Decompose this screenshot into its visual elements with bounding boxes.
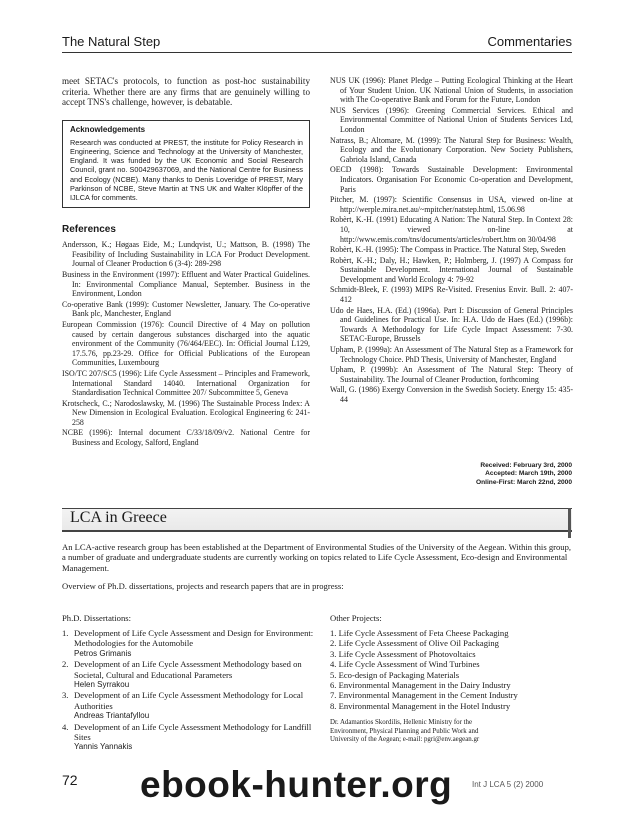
reference-entry: NCBE (1996): Internal document C/33/18/09/v2. National Centre for Business and Ecology, Salford, England — [62, 428, 310, 448]
phd-item-title — [62, 628, 320, 649]
contact-line: Dr. Adamantios Skordilis, Hellenic Ministry for the — [330, 719, 473, 727]
other-project-item: 4. Life Cycle Assessment of Wind Turbines — [330, 659, 480, 670]
accepted-date: Accepted: March 19th, 2000 — [485, 470, 572, 478]
phd-item-number: 3. — [62, 690, 69, 701]
other-projects-block — [330, 613, 575, 744]
other-project-item: 6. Environmental Management in the Dairy Industry — [330, 680, 511, 691]
other-project-item: 7. Environmental Management in the Cement Industry — [330, 690, 518, 701]
acknowledgements-box — [62, 120, 310, 208]
phd-heading: Ph.D. Dissertations: — [62, 613, 131, 623]
references-list-left — [62, 240, 310, 447]
received-date: Received: February 3rd, 2000 — [480, 462, 572, 469]
greece-intro: An LCA-active research group has been established at the Department of Environmental Studies of the University of the Aegean. Within this group, a number of graduate and undergraduate students are currently working on topics related to Life Cycle Assessment, Eco-design and Environmental Management. — [62, 542, 572, 573]
references-heading: References — [62, 224, 116, 236]
phd-item-text: Development of Life Cycle Assessment and Design for Environment: Methodologies for the Automobile — [74, 628, 314, 649]
phd-item-author: Yannis Yannakis — [74, 742, 133, 752]
phd-item — [62, 628, 320, 658]
reference-entry: Andersson, K.; Høgaas Eide, M.; Lundqvist, U.; Mattson, B. (1998) The Feasibility of Including Sustainability in LCA For Product Development. Journal of Cleaner Production 6 (3-4): 289-298 — [62, 240, 310, 269]
running-header-left: The Natural Step — [62, 34, 161, 49]
phd-item-author: Andreas Triantafyllou — [74, 711, 150, 721]
phd-item-text: Development of an Life Cycle Assessment Methodology for Local Authorities — [74, 690, 304, 711]
reference-entry: Udo de Haes, H.A. (Ed.) (1996a). Part I: Discussion of General Principles and Guidelines for Practical Use. In: H.A. Udo de Haes (Ed.) (1996b): Towards A Methodology for Life Cycle Impact Assessment: 7-30. SETAC-Europe, Brussels — [330, 305, 573, 344]
reference-entry: Natrass, B.; Altomare, M. (1999): The Natural Step for Business: Wealth, Ecology and the Evolutionary Corporation. New Society Publishers, Gabriola Island, Canada — [330, 135, 573, 164]
other-project-item: 1. Life Cycle Assessment of Feta Cheese Packaging — [330, 628, 509, 638]
reference-entry: NUS Services (1996): Greening Commercial Services. Ethical and Environmental Committee of National Union of Students Services Ltd, London — [330, 105, 573, 134]
other-project-item: 5. Eco-design of Packaging Materials — [330, 669, 460, 680]
reference-entry: Robèrt, K.-H. (1995): The Compass in Practice. The Natural Step, Sweden — [330, 245, 566, 255]
acknowledgements-text: Research was conducted at PREST, the institute for Policy Research in Engineering, Science and Technology at the University of Manchester, England. It was funded by the UK Economic and Social Research Council, grant no. S00429637069, and the National Centre for Business and Ecology (NCBE). Many thanks to Denis Loveridge of PREST, Mary Parkinson of NCBE, Steve Martin at TNS UK and Walter Klöpffer of the IJLCA for comments. — [70, 137, 303, 202]
received-dates — [476, 462, 572, 487]
reference-entry: Co-operative Bank (1999): Customer Newsletter, January. The Co-operative Bank plc, Manchester, England — [62, 299, 310, 319]
acknowledgements-title: Acknowledgements — [70, 124, 146, 134]
phd-item-title — [62, 659, 320, 680]
phd-item-number: 4. — [62, 721, 69, 732]
phd-item — [62, 722, 320, 752]
reference-entry: Business in the Environment (1997): Effluent and Water Practical Guidelines. In: Environmental Compliance Manual, September. Business in the Environment, London — [62, 269, 310, 299]
reference-entry: Robèrt, K.-H. (1991) Educating A Nation: The Natural Step. In Context 28: 10, viewed on-line at http://www.emis.com/tns/documents/articles/robert.htm on 30/04/98 — [330, 215, 573, 244]
greece-overview: Overview of Ph.D. dissertations, projects and research papers that are in progress: — [62, 581, 344, 591]
references-list-right — [330, 76, 573, 405]
intro-paragraph: meet SETAC's protocols, to function as post-hoc sustainability criteria. Whether there are any firms that are genuinely willing to accept TNS's challenge, however, is debatable. — [62, 76, 310, 108]
reference-entry: Upham, P. (1999a): An Assessment of The Natural Step as a Framework for Technology Choice. PhD Thesis, University of Manchester, England — [330, 345, 573, 364]
reference-entry: Krotscheck, C.; Narodoslawsky, M. (1996) The Sustainable Process Index: A New Dimension in Ecological Evaluation. Ecological Engineering 6: 241-258 — [62, 398, 310, 427]
reference-entry: Upham, P. (1999b): An Assessment of The Natural Step: Theory of Sustainability. The Journal of Cleaner Production, forthcoming — [330, 365, 573, 384]
reference-entry: European Commission (1976): Council Directive of 4 May on pollution caused by certain dangerous substances discharged into the aquatic environment of the Community (76/464/EEC). In: Official Journal L129, 17.5.76, pp.23-29. Office for Official Publications of the European Communities, Luxembourg — [62, 319, 310, 368]
reference-entry: OECD (1998): Towards Sustainable Development: Environmental Indicators. Organisation For Economic Co-operation and Development, Paris — [330, 165, 573, 194]
right-column — [330, 76, 573, 406]
contact-line: Environment, Physical Planning and Public Work and — [330, 727, 479, 735]
contact-info — [330, 719, 575, 744]
online-first-date: Online-First: March 22nd, 2000 — [475, 478, 572, 486]
phd-item-title — [62, 690, 320, 711]
phd-item-author: Helen Syrrakou — [74, 680, 130, 690]
phd-item-number: 2. — [62, 659, 69, 670]
page-number: 72 — [62, 772, 78, 788]
reference-entry: Wall, G. (1986) Exergy Conversion in the Swedish Society. Energy 15: 435-44 — [330, 385, 573, 404]
other-project-item: 8. Environmental Management in the Hotel Industry — [330, 700, 511, 711]
other-project-item: 3. Life Cycle Assessment of Photovoltaics — [330, 648, 476, 659]
phd-item-title — [62, 722, 320, 743]
phd-item — [62, 659, 320, 689]
contact-line: University of the Aegean; e-mail: pgri@env.aegean.gr — [330, 736, 480, 744]
phd-item-author: Petros Grimanis — [74, 648, 132, 658]
journal-footer: Int J LCA 5 (2) 2000 — [472, 780, 544, 789]
reference-entry: Pitcher, M. (1997): Scientific Consensus in USA, viewed on-line at http://werple.mira.net.au/~mpitcher/natstep.html, 15.06.98 — [330, 195, 573, 214]
section-title: LCA in Greece — [70, 509, 167, 526]
phd-block — [62, 613, 320, 753]
phd-item-text: Development of an Life Cycle Assessment Methodology based on Societal, Cultural and Educational Parameters — [74, 659, 302, 680]
other-projects-list — [330, 628, 575, 711]
phd-item — [62, 690, 320, 720]
reference-entry: ISO/TC 207/SC5 (1996): Life Cycle Assessment – Principles and Framework, International Standard 14040. International Organization for Standardisation Technical Committee 207/ Subcommittee 5, Geneva — [62, 368, 310, 398]
left-column — [62, 76, 310, 449]
running-header-right: Commentaries — [487, 34, 572, 49]
phd-list — [62, 628, 320, 752]
reference-entry: Schmidt-Bleek, F. (1993) MIPS Re-Visited. Fresenius Envir. Bull. 2: 407-412 — [330, 285, 573, 305]
phd-item-text: Development of an Life Cycle Assessment Methodology for Landfill Sites — [74, 721, 312, 743]
phd-item-number: 1. — [62, 628, 69, 638]
watermark: ebook-hunter.org — [140, 764, 453, 805]
reference-entry: Robèrt, K.-H.; Daly, H.; Hawken, P.; Holmberg, J. (1997) A Compass for Sustainable Development. International Journal of Sustainable Development and World Ecology 4: 79-92 — [330, 255, 573, 284]
other-projects-heading: Other Projects: — [330, 613, 382, 623]
section-title-bar-end — [568, 508, 571, 538]
header-rule — [62, 52, 572, 53]
reference-entry: NUS UK (1996): Planet Pledge – Putting Ecological Thinking at the Heart of Your Student Union. UK National Union of Students, in association with The Co-operative Bank and Forum for the Future, London — [330, 76, 573, 105]
other-project-item: 2. Life Cycle Assessment of Olive Oil Packaging — [330, 638, 499, 649]
